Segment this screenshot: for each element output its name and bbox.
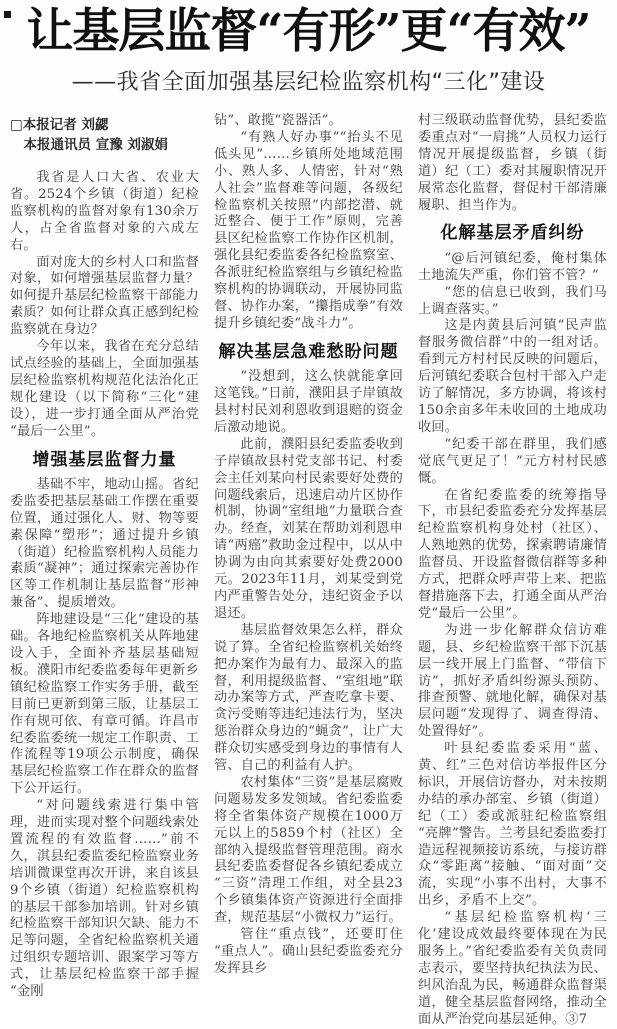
paragraph: “没想到，这么快就能拿回这笔钱。”日前，濮阳县子岸镇故县村村民刘利恩收到退赔的资金后激动地说。 bbox=[214, 369, 403, 435]
paragraph: 在省纪委监委的统筹指导下，市县纪委监委充分发挥基层纪检监察机构身处村（社区）、人熟地熟的优势，探索聘请廉情监督员、开设监督微信群等多种方式，把群众呼声带上来、把监督措施落下去，打通全面从严治党“最后一公里”。 bbox=[418, 487, 607, 621]
paragraph: 我省是人口大省、农业大省。2524个乡镇（街道）纪检监察机构的监督对象有130余万人，占全省监督对象的六成左右。 bbox=[10, 170, 199, 253]
article-subtitle: ——我省全面加强基层纪检监察机构“三化”建设 bbox=[71, 69, 546, 95]
paragraph: “@后河镇纪委，俺村集体土地流失严重，你们管不管？” bbox=[418, 250, 607, 283]
paragraph: 这是内黄县后河镇“民声监督服务微信群”中的一组对话。看到元方村村民反映的问题后，后河镇纪委联合包村干部入户走访了解情况，多方协调，将该村150余亩多年未收回的土地成功收回。 bbox=[418, 318, 607, 435]
byline bbox=[10, 115, 199, 155]
paragraph: 管住“重点钱”，还要盯住“重点人”。确山县纪委监委充分发挥县乡 bbox=[214, 927, 403, 976]
paragraph: 为进一步化解群众信访难题，县、乡纪检监察干部下沉基层一线开展上门监督、“带信下访”，抓好矛盾纠纷源头预防、排查预警、就地化解，确保对基层问题“发现得了、调查得清、处置得好”。 bbox=[418, 622, 607, 740]
paragraph: 今年以来，我省在充分总结试点经验的基础上，全面加强基层纪检监察机构规范化法治化正规化建设（以下简称“三化”建设），进一步打通全面从严治党“最后一公里”。 bbox=[10, 339, 199, 439]
byline-reporter: □本报记者 刘勰 bbox=[10, 117, 109, 134]
paragraph: 此前，濮阳县纪委监委收到子岸镇故县村党支部书记、村委会主任刘某向村民索要好处费的问题线索后，迅速启动片区协作机制，协调“室组地”力量联合查办。经查，刘某在帮助刘利恩申请“两癌”救助金过程中，以从中协调为由向其索要好处费2000元。2023年11月，刘某受到党内严重警告处分，违纪资金予以退还。 bbox=[214, 436, 403, 621]
article-headline: 让基层监督“有形”更“有效” bbox=[26, 4, 591, 59]
paragraph-continuation: 村三级联动监督优势，县纪委监委重点对“一肩挑”人员权力运行情况开展提级监督，乡镇（街道）纪（工）委对其履职情况开展常态化监督，督促村干部清廉履职、担当作为。 bbox=[418, 113, 607, 213]
article-masthead bbox=[10, 0, 607, 96]
article-columns bbox=[10, 113, 607, 1029]
paragraph: “基层纪检监察机构‘三化’建设成效最终要体现在为民服务上。”省纪委监委有关负责同志表示，要坚持执纪执法为民、纠风治乱为民，畅通群众监督渠道，健全基层监督网络，推动全面从严治党向基层延伸。③7 bbox=[418, 910, 607, 1027]
column-1 bbox=[10, 113, 199, 1001]
print-artifact-mark bbox=[4, 11, 11, 18]
section-heading-resolve-disputes: 化解基层矛盾纠纷 bbox=[440, 223, 585, 244]
section-heading-solve-urgent-problems: 解决基层急难愁盼问题 bbox=[218, 341, 399, 362]
paragraph: “对问题线索进行集中管理，进而实现对整个问题线索处置流程的有效监督……”前不久，淇县纪委监委纪检监察业务培训微课堂再次开讲，来自该县9个乡镇（街道）纪检监察机构的基层干部参加培训。针对乡镇纪检监察干部知识欠缺、能力不足等问题，全省纪检监察机关通过组织专题培训、跟案学习等方式，让基层纪检监察干部手握“金刚 bbox=[10, 798, 199, 1000]
column-2 bbox=[214, 113, 403, 978]
paragraph: “您的信息已收到，我们马上调查落实。” bbox=[418, 284, 607, 317]
paragraph: 面对庞大的乡村人口和监督对象，如何增强基层监督力量？如何提升基层纪检监察干部能力素质？如何让群众真正感到纪检监察就在身边？ bbox=[10, 254, 199, 338]
paragraph: 农村集体“三资”是基层腐败问题易发多发领域。省纪委监委将全省集体资产规模在1000万元以上的5859个村（社区）全部纳入提级监督管理范围。商水县纪委监委督促各乡镇纪委成立“三资”清理工作组，对全县23个乡镇集体资产资源进行全面排查，规范基层“小微权力”运行。 bbox=[214, 774, 403, 926]
paragraph: 阵地建设是“三化”建设的基础。各地纪检监察机关从阵地建设入手，全面补齐基层基础短板。濮阳市纪委监委每年更新乡镇纪检监察工作实务手册，截至目前已更新到第三版，让基层工作有规可依、有章可循。许昌市纪委监委统一规定工作职责、工作流程等19项公示制度，确保基层纪检监察工作在群众的监督下公开运行。 bbox=[10, 612, 199, 797]
paragraph: “有熟人好办事”“抬头不见低头见”……乡镇所处地域范围小、熟人多、人情密，针对“熟人社会”监督难等问题，各级纪检监察机关按照“内部挖潜、就近整合、便于工作”原则，完善县区纪检监察工作协作区机制，强化县纪委监委各纪检监察室、各派驻纪检监察组与乡镇纪检监察机构的协调联动，开展协同监督、协作办案，“攥指成拳”有效提升乡镇纪委“战斗力”。 bbox=[214, 129, 403, 331]
column-3 bbox=[418, 113, 607, 1029]
byline-correspondent: 本报通讯员 宣豫 刘淑娟 bbox=[23, 137, 168, 154]
paragraph: 基层监督效果怎么样，群众说了算。全省纪检监察机关始终把办案作为最有力、最深入的监督，利用提级监督、“室组地”联动办案等方式，严查吃拿卡要、贪污受贿等违纪违法行为，坚决惩治群众身边的“蝇贪”，让广大群众切实感受到身边的事情有人管、自己的利益有人护。 bbox=[214, 622, 403, 774]
paragraph-continuation: 钻”、敢揽“瓷器活”。 bbox=[214, 113, 342, 129]
paragraph: 叶县纪委监委采用“蓝、黄、红”三色对信访举报件区分标识，开展信访督办，对未按期办结的承办部室、乡镇（街道）纪（工）委或派驻纪检监察组“亮牌”警告。兰考县纪委监委打造远程视频接访系统，与接访群众“零距离”接触、“面对面”交流，实现“小事不出村，大事不出乡，矛盾不上交”。 bbox=[418, 741, 607, 909]
paragraph: “纪委干部在群里，我们感觉底气更足了！”元方村村民感慨。 bbox=[418, 436, 607, 486]
paragraph: 基础不牢，地动山摇。省纪委监委把基层基础工作摆在重要位置，通过强化人、财、物等要素保障“塑形”；通过提升乡镇（街道）纪检监察机构人员能力素质“凝神”；通过探索完善协作区等工作机制让基层监督“形神兼备”、提质增效。 bbox=[10, 476, 199, 611]
section-heading-strengthen-supervision: 增强基层监督力量 bbox=[32, 449, 177, 470]
